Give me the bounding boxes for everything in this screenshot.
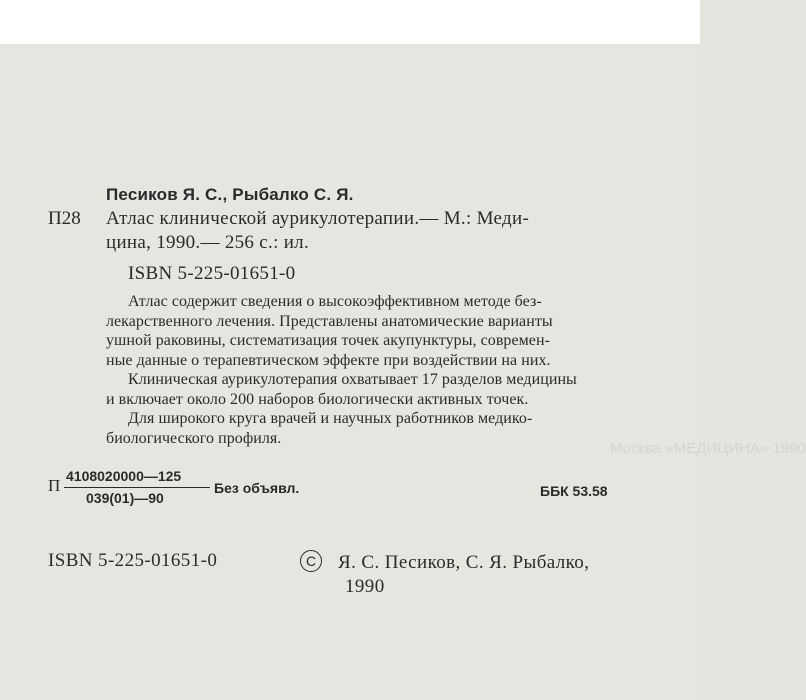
- abstract-line: ушной раковины, систематизация точек акупунктуры, современ-: [106, 332, 550, 349]
- abstract-line: ные данные о терапевтическом эффекте при воздействии на них.: [106, 351, 551, 369]
- no-ad-note: Без объявл.: [214, 480, 300, 496]
- abstract-line: и включает около 200 наборов биологически активных точек.: [106, 390, 529, 408]
- authors: Песиков Я. С., Рыбалко С. Я.: [106, 185, 354, 204]
- top-margin: [0, 0, 700, 44]
- copyright-holders: Я. С. Песиков, С. Я. Рыбалко,: [338, 552, 590, 573]
- bleed-through-text: Москва «МЕДИЦИНА» 1990: [610, 440, 806, 457]
- abstract: [106, 292, 654, 448]
- price-index-prefix: П: [48, 476, 61, 495]
- book-title-line-1: Атлас клинической аурикулотерапии.— М.: Меди-: [106, 208, 530, 229]
- book-title-line-2: цина, 1990.— 256 с.: ил.: [106, 232, 309, 253]
- isbn-card: ISBN 5-225-01651-0: [128, 263, 296, 284]
- bbk-code: ББК 53.58: [540, 483, 608, 499]
- price-index-numerator: 4108020000—125: [66, 468, 182, 484]
- catalog-code: П28: [48, 208, 81, 229]
- price-index-denominator: 039(01)—90: [86, 490, 164, 506]
- copyright-year: 1990: [345, 576, 385, 597]
- abstract-line: Клиническая аурикулотерапия охватывает 17 разделов медицины: [128, 371, 577, 388]
- abstract-line: биологического профиля.: [106, 429, 282, 447]
- abstract-line: Для широкого круга врачей и научных работников медико-: [128, 410, 533, 427]
- abstract-line: Атлас содержит сведения о высокоэффективном методе без-: [128, 293, 542, 310]
- isbn-footer: ISBN 5-225-01651-0: [48, 550, 218, 571]
- fraction-line: [64, 487, 210, 488]
- abstract-line: лекарственного лечения. Представлены анатомические варианты: [106, 312, 553, 330]
- copyright-icon: C: [300, 550, 322, 572]
